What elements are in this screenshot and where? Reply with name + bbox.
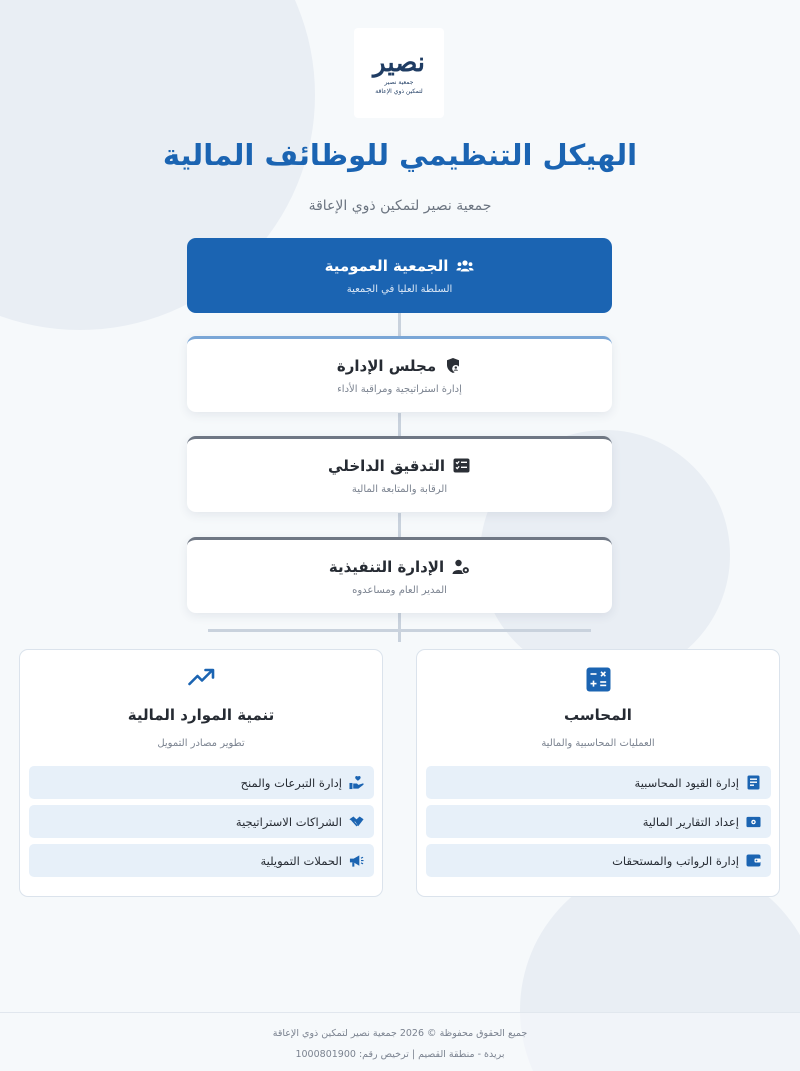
branch-line [208,629,591,632]
department-description: تطوير مصادر التمويل [157,738,245,749]
list-item-label: الحملات التمويلية [260,853,342,868]
handshake-icon [349,814,364,829]
connector-line [398,313,401,336]
node-title: الإدارة التنفيذية [328,557,445,576]
list-item-label: إدارة الرواتب والمستحقات [612,853,739,868]
footer [0,1012,800,1071]
checklist-icon [453,457,471,475]
department-title: تنمية الموارد المالية [127,706,275,724]
user-gear-icon [452,558,470,576]
ledger-icon [746,775,761,790]
megaphone-icon [349,853,364,868]
node-board-of-directors [187,336,612,412]
logo-wordmark: نصير [373,48,425,79]
department-title: المحاسب [564,706,632,724]
connector-line [398,513,401,537]
node-description: إدارة استراتيجية ومراقبة الأداء [337,383,462,395]
list-item-label: إدارة القيود المحاسبية [634,775,739,790]
connector-line [398,613,401,642]
department-card-accountant [416,649,780,897]
footer-address: بريدة - منطقة القصيم | ترخيص رقم: 1000801900 [295,1049,505,1060]
node-description: السلطة العليا في الجمعية [346,283,453,295]
list-item-label: إدارة التبرعات والمنح [240,775,342,790]
shield-user-icon [444,357,462,375]
list-item [426,805,771,838]
node-executive-management [187,537,612,613]
list-item [426,844,771,877]
node-title: الجمعية العمومية [324,256,449,275]
donate-icon [349,775,364,790]
wallet-icon [746,853,761,868]
list-item-label: الشراكات الاستراتيجية [235,814,342,829]
list-item [29,844,374,877]
connector-line [398,413,401,436]
list-item [426,766,771,799]
department-card-resource-development [19,649,383,897]
logo-subtitle: جمعية نصير لتمكين ذوي الإعاقة [375,79,423,95]
node-description: المدير العام ومساعدوه [352,584,447,596]
node-title: مجلس الإدارة [336,356,437,375]
page-title: الهيكل التنظيمي للوظائف المالية [162,138,638,172]
node-internal-audit [187,436,612,512]
page-subtitle: جمعية نصير لتمكين ذوي الإعاقة [308,198,492,214]
footer-copyright: جميع الحقوق محفوظة © 2026 جمعية نصير لتمكين ذوي الإعاقة [272,1028,528,1039]
logo [354,28,444,118]
cash-icon [746,814,761,829]
department-description: العمليات المحاسبية والمالية [541,738,655,749]
list-item [29,805,374,838]
list-item [29,766,374,799]
list-item-label: إعداد التقارير المالية [642,814,739,829]
users-icon [456,257,474,275]
calculator-icon [417,667,779,692]
node-title: التدقيق الداخلي [328,456,445,475]
node-general-assembly [187,238,612,313]
trend-up-icon [20,667,382,687]
node-description: الرقابة والمتابعة المالية [351,483,448,495]
